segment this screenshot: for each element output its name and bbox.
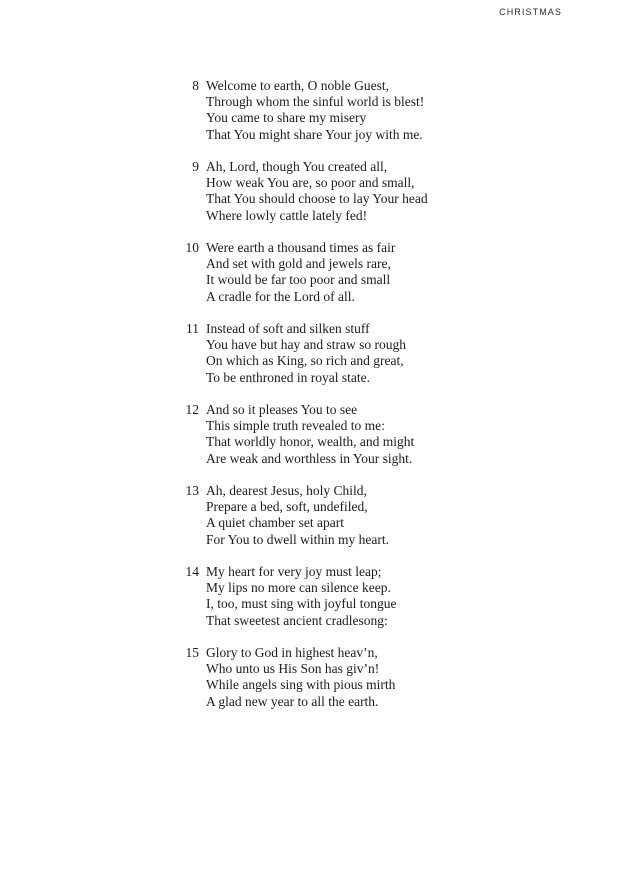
verse-line: Ah, dearest Jesus, holy Child, (206, 483, 367, 498)
hymn-verse-10 (176, 240, 428, 305)
hymn-verse-11 (176, 321, 428, 386)
verse-number: 10 (185, 240, 199, 255)
verse-line: To be enthroned in royal state. (206, 369, 371, 385)
verse-lines (206, 483, 389, 548)
hymn-verse-8 (176, 78, 428, 143)
verse-number: 14 (185, 564, 199, 579)
verse-line: That worldly honor, wealth, and might (206, 434, 415, 450)
verse-lines (206, 321, 406, 386)
verse-line: Prepare a bed, soft, undefiled, (206, 499, 368, 515)
verse-line: A glad new year to all the earth. (206, 693, 379, 709)
running-header: CHRISTMAS (499, 7, 562, 17)
verse-line: Were earth a thousand times as fair (206, 240, 396, 255)
verse-number: 11 (186, 321, 199, 336)
verse-lines (206, 240, 395, 305)
verse-lines (206, 564, 397, 629)
verse-line: While angels sing with pious mirth (206, 677, 396, 693)
verse-line: This simple truth revealed to me: (206, 418, 385, 434)
hymn-verse-15 (176, 645, 428, 710)
verse-line: That sweetest ancient cradlesong: (206, 612, 388, 628)
verse-lines (206, 78, 424, 143)
hymn-verse-9 (176, 159, 428, 224)
verse-line: Instead of soft and silken stuff (206, 321, 370, 336)
verse-number: 15 (185, 645, 199, 660)
verse-line: Are weak and worthless in Your sight. (206, 450, 413, 466)
verse-lines (206, 159, 428, 224)
verse-line: On which as King, so rich and great, (206, 353, 404, 369)
verse-line: You have but hay and straw so rough (206, 337, 406, 353)
verse-line: Glory to God in highest heav’n, (206, 645, 378, 660)
verse-number: 9 (192, 159, 199, 174)
verse-line: Through whom the sinful world is blest! (206, 94, 425, 110)
verse-line: And so it pleases You to see (206, 402, 358, 417)
verse-lines (206, 402, 414, 467)
verse-line: Ah, Lord, though You created all, (206, 159, 388, 174)
verse-line: Where lowly cattle lately fed! (206, 207, 368, 223)
verse-line: How weak You are, so poor and small, (206, 175, 415, 191)
verse-line: And set with gold and jewels rare, (206, 256, 391, 272)
verse-line: A quiet chamber set apart (206, 515, 344, 531)
verse-line: My lips no more can silence keep. (206, 580, 391, 596)
verse-line: It would be far too poor and small (206, 272, 391, 288)
verse-line: Who unto us His Son has giv’n! (206, 661, 380, 677)
hymn-verse-12 (176, 402, 428, 467)
verse-line: You came to share my misery (206, 110, 367, 126)
verse-lines (206, 645, 395, 710)
verse-line: Welcome to earth, O noble Guest, (206, 78, 389, 93)
hymn-verse-13 (176, 483, 428, 548)
verse-number: 13 (185, 483, 199, 498)
verse-line: A cradle for the Lord of all. (206, 288, 355, 304)
verse-number: 8 (192, 78, 199, 93)
hymn-verses (176, 78, 428, 726)
verse-line: I, too, must sing with joyful tongue (206, 596, 397, 612)
verse-line: My heart for very joy must leap; (206, 564, 382, 579)
verse-line: For You to dwell within my heart. (206, 531, 390, 547)
hymn-verse-14 (176, 564, 428, 629)
verse-number: 12 (185, 402, 199, 417)
verse-line: That You might share Your joy with me. (206, 126, 423, 142)
verse-line: That You should choose to lay Your head (206, 191, 428, 207)
